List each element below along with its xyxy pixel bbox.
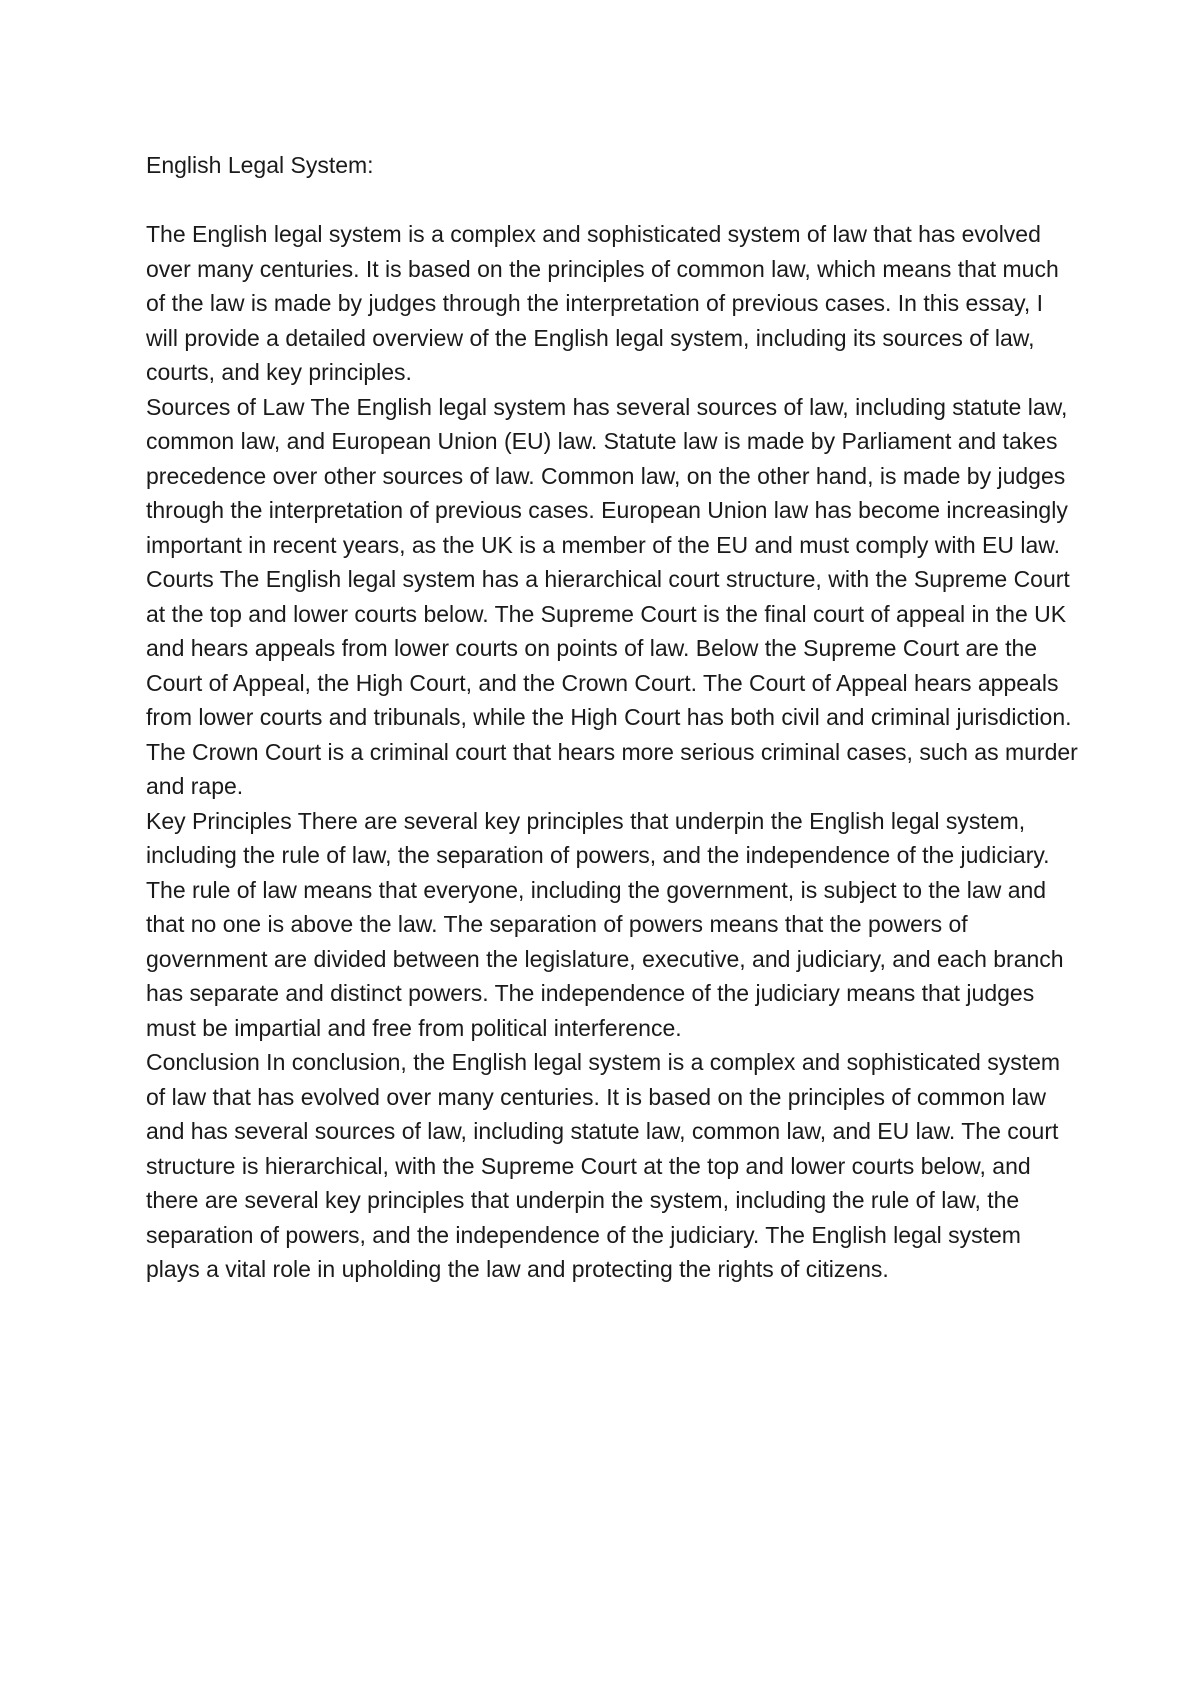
paragraph-conclusion: Conclusion In conclusion, the English legal system is a complex and sophisticated system of law that has evolved over many centuries. It is based on the principles of common law and has several sources of law, including statute law, common law, and EU law. The court structure is hierarchical, with the Supreme Court at the top and lower courts below, and there are several key principles that underpin the system, including the rule of law, the separation of powers, and the independence of the judiciary. The English legal system plays a vital role in upholding the law and protecting the rights of citizens. bbox=[146, 1049, 1061, 1282]
paragraph-courts: Courts The English legal system has a hierarchical court structure, with the Supreme Court at the top and lower courts below. The Supreme Court is the final court of appeal in the UK and hears appeals from lower courts on points of law. Below the Supreme Court are the Court of Appeal, the High Court, and the Crown Court. The Court of Appeal hears appeals from lower courts and tribunals, while the High Court has both civil and criminal jurisdiction. The Crown Court is a criminal court that hears more serious criminal cases, such as murder and rape. bbox=[146, 566, 1078, 799]
paragraph-key-principles: Key Principles There are several key principles that underpin the English legal system, including the rule of law, the separation of powers, and the independence of the judiciary. The rule of law means that everyone, including the government, is subject to the law and that no one is above the law. The separation of powers means that the powers of government are divided between the legislature, executive, and judiciary, and each branch has separate and distinct powers. The independence of the judiciary means that judges must be impartial and free from political interference. bbox=[146, 807, 1064, 1041]
paragraph-introduction: The English legal system is a complex and sophisticated system of law that has evolved over many centuries. It is based on the principles of common law, which means that much of the law is made by judges through the interpretation of previous cases. In this essay, I will provide a detailed overview of the English legal system, including its sources of law, courts, and key principles. bbox=[146, 221, 1059, 385]
document-title: English Legal System: bbox=[146, 152, 374, 178]
paragraph-sources-of-law: Sources of Law The English legal system has several sources of law, including statute law, common law, and European Union (EU) law. Statute law is made by Parliament and takes precedence over other sources of law. Common law, on the other hand, is made by judges through the interpretation of previous cases. European Union law has become increasingly important in recent years, as the UK is a member of the EU and must comply with EU law. bbox=[146, 393, 1068, 558]
